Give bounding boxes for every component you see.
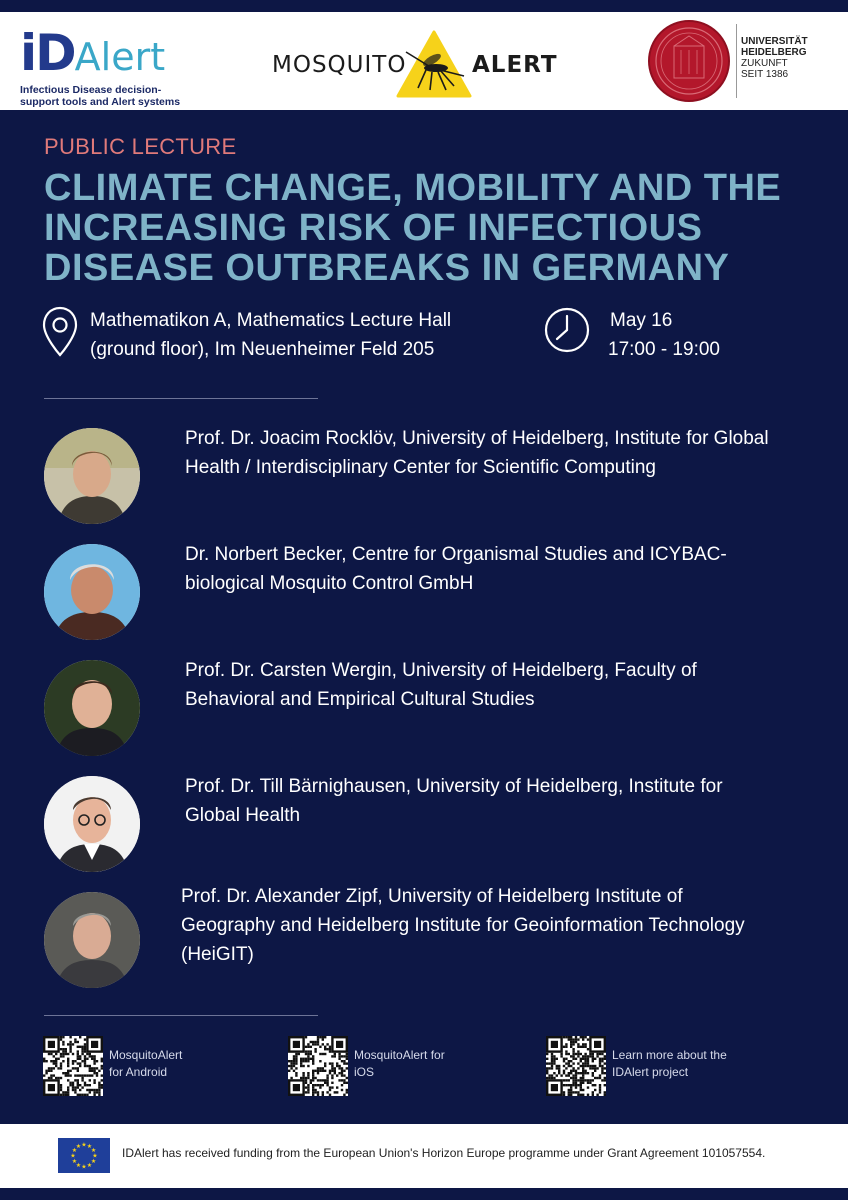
qr-label-line1: Learn more about the — [612, 1048, 727, 1062]
svg-text:★: ★ — [86, 1163, 93, 1170]
mosquito-alert-logo[interactable] — [272, 30, 558, 100]
mosquito-icon — [396, 30, 472, 98]
speaker-description: Dr. Norbert Becker, Centre for Organismal Studies and ICYBAC-biological Mosquito Control GmbH — [185, 544, 727, 594]
event-date: May 16 — [610, 310, 673, 331]
speaker-description: Prof. Dr. Joacim Rocklöv, University of Heidelberg, Institute for Global Health / Interdisciplinary Center for Scientific Computing — [185, 428, 769, 478]
speaker-photo-avatar — [44, 660, 140, 756]
mosquito-alert-word-left: MOSQUITO — [272, 52, 407, 78]
section-divider — [44, 1015, 318, 1016]
heidelberg-wordmark — [741, 36, 808, 80]
svg-text:★: ★ — [90, 1148, 97, 1154]
svg-text:★: ★ — [90, 1159, 97, 1165]
svg-text:★: ★ — [71, 1159, 78, 1165]
qr-code-pattern — [546, 1036, 606, 1096]
section-divider — [44, 398, 318, 399]
idalert-word-id: iD — [20, 24, 75, 82]
poster-main-panel — [0, 110, 848, 1124]
logo-divider — [736, 24, 737, 98]
qr-code-icon[interactable] — [43, 1036, 103, 1096]
speaker-photo-avatar — [44, 776, 140, 872]
speaker-description: Prof. Dr. Alexander Zipf, University of Heidelberg Institute of Geography and Heidelberg Institute for Geoinformation Technology (HeiGIT) — [181, 886, 745, 965]
qr-label — [612, 1047, 752, 1081]
idalert-word-alert: Alert — [74, 35, 166, 79]
idalert-wordmark — [20, 24, 190, 82]
svg-text:★: ★ — [81, 1142, 87, 1149]
event-kicker: PUBLIC LECTURE — [44, 134, 237, 159]
heidelberg-line2: HEIDELBERG — [741, 47, 807, 58]
bottom-border-strip — [0, 1188, 848, 1200]
mosquito-alert-word-right: ALERT — [472, 52, 558, 78]
speaker-description: Prof. Dr. Till Bärnighausen, University of Heidelberg, Institute for Global Health — [185, 776, 723, 826]
map-pin-icon — [42, 306, 78, 358]
speaker-photo-avatar — [44, 428, 140, 524]
event-location — [90, 306, 530, 364]
svg-text:★: ★ — [70, 1153, 76, 1160]
qr-label-line1: MosquitoAlert — [109, 1048, 183, 1062]
speaker-portrait-icon — [44, 428, 140, 524]
qr-label-line2: iOS — [354, 1065, 375, 1079]
svg-text:★: ★ — [92, 1153, 98, 1160]
heidelberg-line1: UNIVERSITÄT — [741, 36, 808, 47]
svg-text:★: ★ — [75, 1163, 82, 1170]
qr-code-icon[interactable] — [288, 1036, 348, 1096]
location-line-2: (ground floor), Im Neuenheimer Feld 205 — [90, 339, 435, 360]
idalert-logo[interactable] — [20, 24, 190, 108]
qr-label-line1: MosquitoAlert for — [354, 1048, 445, 1062]
event-time: 17:00 - 19:00 — [608, 339, 720, 360]
qr-label-line2: for Android — [109, 1065, 168, 1079]
qr-label — [354, 1047, 494, 1081]
qr-label-line2: IDAlert project — [612, 1065, 689, 1079]
heidelberg-university-logo[interactable] — [648, 20, 838, 104]
idalert-tagline: Infectious Disease decision-support tools and Alert systems — [20, 84, 181, 108]
eu-flag-icon — [58, 1138, 110, 1173]
heidelberg-line4: SEIT 1386 — [741, 69, 789, 80]
top-border-strip — [0, 0, 848, 12]
speaker-portrait-icon — [44, 776, 140, 872]
qr-code-pattern — [288, 1036, 348, 1096]
heidelberg-line3: ZUKUNFT — [741, 58, 788, 69]
location-line-1: Mathematikon A, Mathematics Lecture Hall — [90, 310, 452, 331]
svg-text:★: ★ — [75, 1143, 82, 1150]
svg-text:★: ★ — [71, 1148, 78, 1154]
speaker-description: Prof. Dr. Carsten Wergin, University of Heidelberg, Faculty of Behavioral and Empirical Cultural Studies — [185, 660, 697, 710]
speaker-photo-avatar — [44, 544, 140, 640]
svg-text:★: ★ — [86, 1143, 93, 1150]
funding-statement: IDAlert has received funding from the European Union's Horizon Europe programme under Grant Agreement 101057554. — [122, 1146, 766, 1160]
eu-stars-icon — [58, 1138, 110, 1173]
svg-text:★: ★ — [81, 1164, 87, 1171]
qr-code-icon[interactable] — [546, 1036, 606, 1096]
speaker-portrait-icon — [44, 544, 140, 640]
event-datetime — [608, 306, 720, 364]
speaker-portrait-icon — [44, 892, 140, 988]
qr-label — [109, 1047, 249, 1081]
speaker-portrait-icon — [44, 660, 140, 756]
heidelberg-seal-icon — [648, 20, 730, 102]
speaker-photo-avatar — [44, 892, 140, 988]
clock-icon — [543, 306, 591, 354]
header-logos — [0, 12, 848, 110]
event-title: CLIMATE CHANGE, MOBILITY AND THE INCREASING RISK OF INFECTIOUS DISEASE OUTBREAKS IN GERMANY — [44, 167, 782, 289]
seal-engraving-icon — [650, 22, 728, 100]
qr-code-pattern — [43, 1036, 103, 1096]
